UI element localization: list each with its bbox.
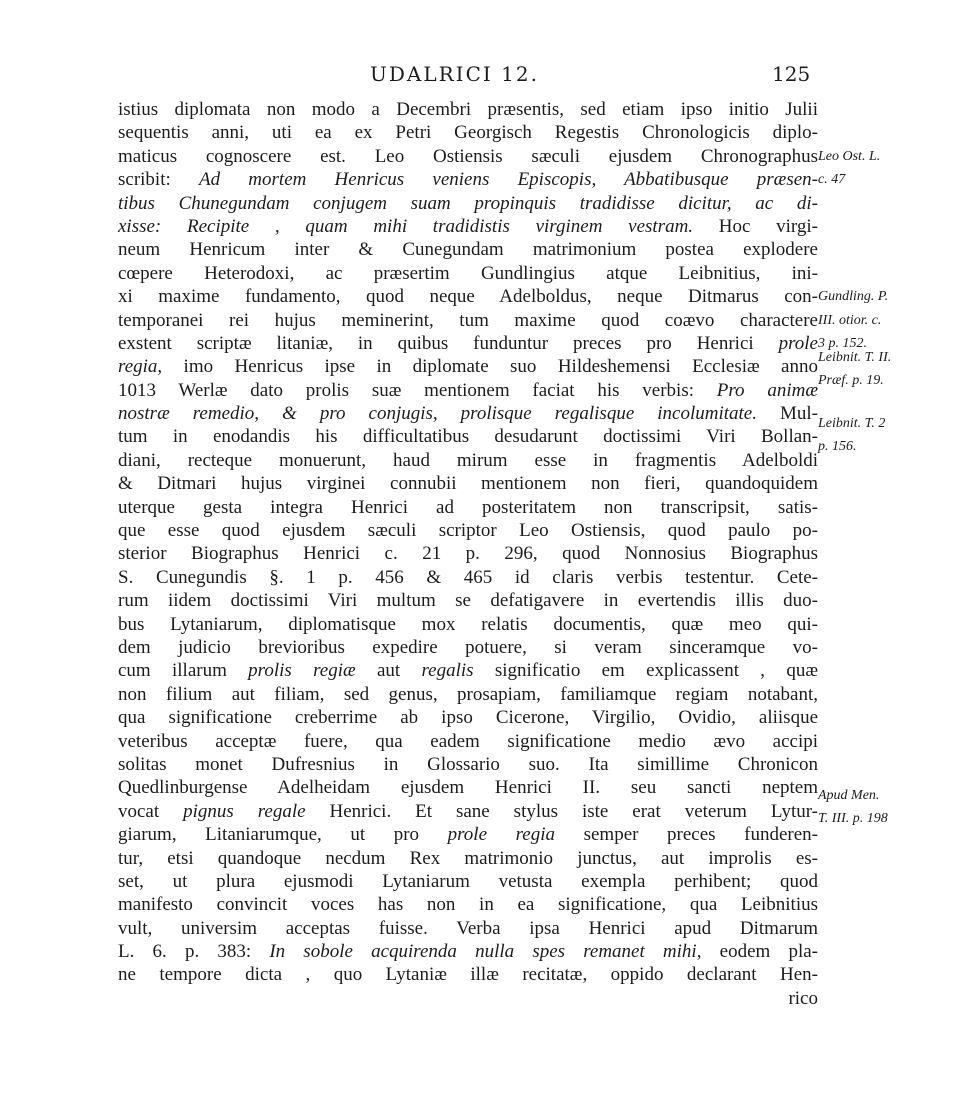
margin-note-line: p. 156.	[818, 438, 857, 454]
text-line: solitas monet Dufresnius in Glossario suo. Ita simillime Chronicon	[118, 753, 818, 775]
text-line: que esse quod ejusdem sæculi scriptor Leo Ostiensis, quod paulo po-	[118, 520, 818, 542]
text-line: non filium aut filiam, sed genus, prosapiam, familiamque regiam notabant,	[118, 683, 818, 705]
text-line: rico	[788, 987, 818, 1009]
text-line: diani, recteque monuerunt, haud mirum esse in fragmentis Adelboldi	[118, 449, 818, 471]
text-line: scribit: Ad mortem Henricus veniens Episcopis, Abbatibusque præsen-	[118, 169, 818, 191]
text-line: maticus cognoscere est. Leo Ostiensis sæculi ejusdem Chronographus	[118, 145, 818, 167]
margin-note	[818, 289, 888, 304]
margin-note-line: Leibnit. T. 2	[818, 415, 886, 431]
text-line: sequentis anni, uti ea ex Petri Georgisch Regestis Chronologicis diplo-	[118, 122, 818, 144]
text-line: ne tempore dicta , quo Lytaniæ illæ recitatæ, oppido declarant Hen-	[118, 964, 818, 986]
text-line: nostræ remedio, & pro conjugis, prolisque regalisque incolumitate. Mul-	[118, 403, 819, 425]
margin-note-line: c. 47	[818, 172, 846, 188]
margin-note	[818, 811, 888, 826]
text-line: tibus Chunegundam conjugem suam propinquis tradidisse dicitur, ac di-	[118, 192, 818, 214]
margin-note	[818, 336, 867, 351]
margin-note-line: Præf. p. 19.	[818, 373, 884, 389]
text-line: dem judicio brevioribus expedire potuere, si veram sinceramque vo-	[118, 636, 818, 658]
margin-note-line: Leo Ost. L.	[818, 148, 881, 164]
text-line: uterque gesta integra Henrici ad posteritatem non transcripsit, satis-	[118, 496, 818, 518]
text-line: bus Lytaniarum, diplomatisque mox relatis documentis, quæ meo qui-	[118, 613, 818, 635]
running-head: UDALRICI 12.	[370, 62, 539, 86]
text-line: vocat pignus regale Henrici. Et sane stylus iste erat veterum Lytur-	[118, 800, 818, 822]
text-line: neum Henricum inter & Cunegundam matrimonium postea explodere	[118, 239, 818, 261]
text-line: rum iidem doctissimi Viri multum se defatigavere in evertendis illis duo-	[118, 590, 818, 612]
margin-note	[818, 350, 891, 365]
text-line: cum illarum prolis regiæ aut regalis significatio em explicassent , quæ	[118, 660, 818, 682]
margin-note-line: Leibnit. T. II.	[818, 350, 892, 366]
text-line: giarum, Litaniarumque, ut pro prole regia semper preces funderen-	[118, 824, 818, 846]
margin-note-line: III. otior. c.	[818, 312, 882, 328]
text-line: qua significatione creberrime ab ipso Cicerone, Virgilio, Ovidio, aliisque	[118, 707, 818, 729]
margin-note	[818, 149, 880, 164]
body-text	[118, 98, 818, 1010]
text-line: regia, imo Henricus ipse in diplomate suo Hildeshemensi Ecclesiæ anno	[118, 356, 818, 378]
text-line: xisse: Recipite , quam mihi tradidistis virginem vestram. Hoc virgi-	[118, 215, 818, 237]
text-line: S. Cunegundis §. 1 p. 456 & 465 id claris verbis testentur. Cete-	[118, 566, 818, 588]
margin-note	[818, 172, 845, 187]
text-line: sterior Biographus Henrici c. 21 p. 296, quod Nonnosius Biographus	[118, 543, 818, 565]
margin-note	[818, 373, 884, 388]
margin-note	[818, 439, 857, 454]
text-line: istius diplomata non modo a Decembri præsentis, sed etiam ipso initio Julii	[118, 99, 818, 120]
text-line: manifesto convincit voces has non in ea significatione, qua Leibnitius	[118, 894, 818, 916]
text-line: Quedlinburgense Adelheidam ejusdem Henrici II. seu sancti neptem	[118, 777, 818, 799]
text-line: 1013 Werlæ dato prolis suæ mentionem faciat his verbis: Pro animæ	[118, 379, 818, 401]
page-header	[0, 62, 960, 86]
margin-note	[818, 788, 879, 803]
margin-note-line: Apud Men.	[818, 787, 880, 803]
text-line: L. 6. p. 383: In sobole acquirenda nulla spes remanet mihi, eodem pla-	[118, 941, 818, 963]
text-line: veteribus acceptæ fuere, qua eadem significatione medio ævo accipi	[118, 730, 818, 752]
margin-note-line: Gundling. P.	[818, 289, 889, 305]
text-line: xi maxime fundamento, quod neque Adelboldus, neque Ditmarus con-	[118, 286, 818, 308]
text-line: tur, etsi quandoque necdum Rex matrimonio junctus, aut improlis es-	[118, 847, 818, 869]
margin-note	[818, 416, 885, 431]
text-line: cœpere Heterodoxi, ac præsertim Gundlingius atque Leibnitius, ini-	[118, 262, 818, 284]
page-number: 125	[772, 62, 811, 86]
text-line: tum in enodandis his difficultatibus desudarunt doctissimi Viri Bollan-	[118, 426, 818, 448]
text-line: exstent scriptæ litaniæ, in quibus funduntur preces pro Henrici prole	[118, 332, 818, 354]
margin-note-line: 3 p. 152.	[818, 336, 867, 351]
text-line: temporanei rei hujus meminerint, tum maxime quod coævo charactere	[118, 309, 818, 331]
text-line: & Ditmari hujus virginei connubii mentionem non fieri, quandoquidem	[118, 473, 818, 495]
margin-note-line: T. III. p. 198	[818, 811, 888, 827]
text-line: set, ut plura ejusmodi Lytaniarum vetusta exempla perhibent; quod	[118, 870, 818, 892]
margin-note	[818, 313, 881, 328]
text-line: vult, universim acceptas fuisse. Verba ipsa Henrici apud Ditmarum	[118, 917, 818, 939]
